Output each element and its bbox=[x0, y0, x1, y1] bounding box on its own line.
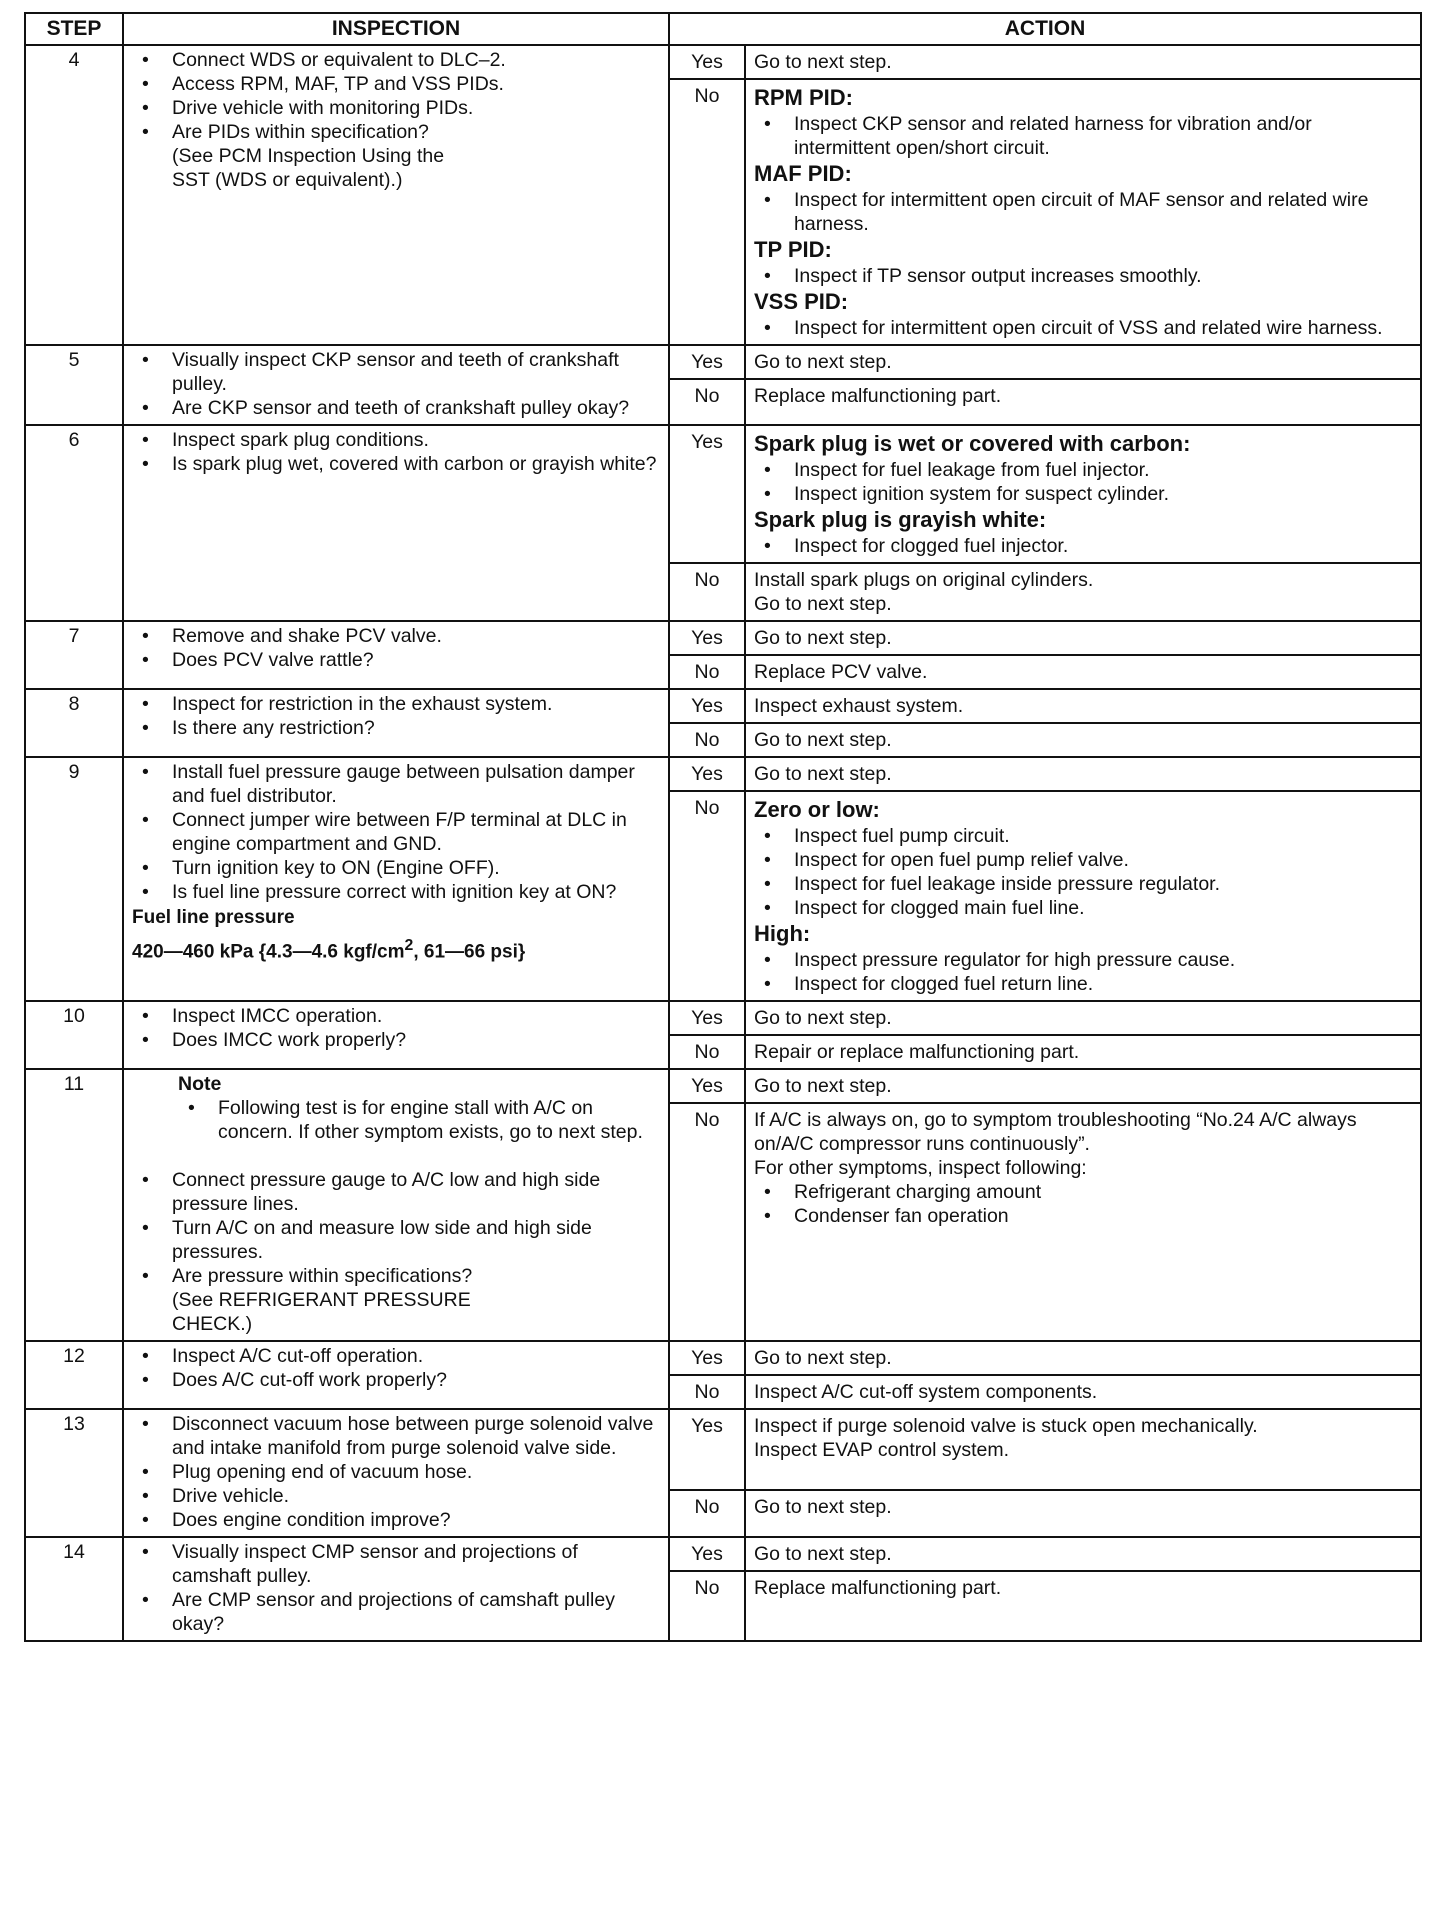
no-action bbox=[745, 791, 1421, 1001]
yes-action: Go to next step. bbox=[745, 1537, 1421, 1571]
no-action: Inspect A/C cut-off system components. bbox=[745, 1375, 1421, 1409]
yes-action: Go to next step. bbox=[745, 1001, 1421, 1035]
inspection-item: • Inspect A/C cut-off operation. bbox=[172, 1344, 660, 1368]
action-item: • Inspect CKP sensor and related harness for vibration and/or intermittent open/short circuit. bbox=[794, 112, 1412, 160]
spec-value bbox=[132, 932, 660, 966]
no-action: Replace malfunctioning part. bbox=[745, 379, 1421, 425]
inspection-item: • Connect pressure gauge to A/C low and high side pressure lines. bbox=[172, 1168, 660, 1216]
no-label: No bbox=[669, 723, 745, 757]
no-label: No bbox=[669, 79, 745, 345]
step-number: 10 bbox=[25, 1001, 123, 1069]
yes-label: Yes bbox=[669, 757, 745, 791]
inspection-item: • Are CKP sensor and teeth of crankshaft pulley okay? bbox=[172, 396, 660, 420]
inspection-item: • Drive vehicle. bbox=[172, 1484, 660, 1508]
no-action: Repair or replace malfunctioning part. bbox=[745, 1035, 1421, 1069]
inspection-item: • Does A/C cut-off work properly? bbox=[172, 1368, 660, 1392]
action-item: • Refrigerant charging amount bbox=[794, 1180, 1412, 1204]
step-number: 13 bbox=[25, 1409, 123, 1537]
inspection-item: • Connect WDS or equivalent to DLC–2. bbox=[172, 48, 660, 72]
inspection-item: • Turn ignition key to ON (Engine OFF). bbox=[172, 856, 660, 880]
action-line: Go to next step. bbox=[754, 593, 892, 615]
inspection-reference: (See REFRIGERANT PRESSURE bbox=[172, 1289, 471, 1311]
action-item: • Condenser fan operation bbox=[794, 1204, 1412, 1228]
header-inspection: INSPECTION bbox=[123, 13, 669, 45]
yes-label: Yes bbox=[669, 1341, 745, 1375]
no-action: Replace malfunctioning part. bbox=[745, 1571, 1421, 1641]
no-label: No bbox=[669, 1571, 745, 1641]
action-line: For other symptoms, inspect following: bbox=[754, 1157, 1087, 1179]
inspection-item: • Are PIDs within specification? bbox=[172, 120, 660, 144]
header-row bbox=[25, 13, 1421, 45]
inspection-item: • Does IMCC work properly? bbox=[172, 1028, 660, 1052]
inspection-item: • Remove and shake PCV valve. bbox=[172, 624, 660, 648]
inspection-item: • Visually inspect CKP sensor and teeth of crankshaft pulley. bbox=[172, 348, 660, 396]
no-label: No bbox=[669, 655, 745, 689]
yes-action: Go to next step. bbox=[745, 45, 1421, 79]
step-row bbox=[25, 45, 1421, 79]
inspection-cell bbox=[123, 425, 669, 621]
inspection-item: • Is there any restriction? bbox=[172, 716, 660, 740]
action-heading: RPM PID: bbox=[754, 85, 853, 110]
inspection-item: • Connect jumper wire between F/P terminal at DLC in engine compartment and GND. bbox=[172, 808, 660, 856]
action-line: Inspect EVAP control system. bbox=[754, 1439, 1010, 1461]
no-label: No bbox=[669, 1375, 745, 1409]
no-action bbox=[745, 79, 1421, 345]
inspection-item: • Are pressure within specifications? bbox=[172, 1264, 660, 1288]
step-number: 5 bbox=[25, 345, 123, 425]
action-line: If A/C is always on, go to symptom troubleshooting “No.24 A/C always on/A/C compressor runs continuously”. bbox=[754, 1109, 1357, 1155]
step-row bbox=[25, 425, 1421, 563]
no-action: Go to next step. bbox=[745, 1490, 1421, 1537]
step-row bbox=[25, 689, 1421, 723]
yes-label: Yes bbox=[669, 345, 745, 379]
yes-label: Yes bbox=[669, 1001, 745, 1035]
inspection-cell bbox=[123, 1341, 669, 1409]
inspection-cell bbox=[123, 1409, 669, 1537]
inspection-cell bbox=[123, 1001, 669, 1069]
inspection-item: • Install fuel pressure gauge between pulsation damper and fuel distributor. bbox=[172, 760, 660, 808]
action-line: Install spark plugs on original cylinders. bbox=[754, 569, 1094, 591]
inspection-item: • Inspect IMCC operation. bbox=[172, 1004, 660, 1028]
inspection-item: • Is spark plug wet, covered with carbon or grayish white? bbox=[172, 452, 660, 476]
action-heading: MAF PID: bbox=[754, 161, 852, 186]
no-action bbox=[745, 563, 1421, 621]
action-item: • Inspect fuel pump circuit. bbox=[794, 824, 1412, 848]
inspection-cell bbox=[123, 689, 669, 757]
step-row bbox=[25, 345, 1421, 379]
inspection-item: • Access RPM, MAF, TP and VSS PIDs. bbox=[172, 72, 660, 96]
header-action: ACTION bbox=[669, 13, 1421, 45]
no-label: No bbox=[669, 1035, 745, 1069]
step-row bbox=[25, 621, 1421, 655]
no-action bbox=[745, 1103, 1421, 1341]
action-line: Inspect if purge solenoid valve is stuck open mechanically. bbox=[754, 1415, 1258, 1437]
inspection-cell bbox=[123, 45, 669, 345]
inspection-item: • Are CMP sensor and projections of camshaft pulley okay? bbox=[172, 1588, 660, 1636]
step-row bbox=[25, 1001, 1421, 1035]
yes-action: Go to next step. bbox=[745, 757, 1421, 791]
no-action: Replace PCV valve. bbox=[745, 655, 1421, 689]
action-item: • Inspect for fuel leakage from fuel injector. bbox=[794, 458, 1412, 482]
no-action: Go to next step. bbox=[745, 723, 1421, 757]
inspection-cell bbox=[123, 345, 669, 425]
step-row bbox=[25, 1341, 1421, 1375]
troubleshooting-table bbox=[24, 12, 1422, 1642]
action-heading: Zero or low: bbox=[754, 797, 880, 822]
inspection-item: • Does PCV valve rattle? bbox=[172, 648, 660, 672]
inspection-reference: CHECK.) bbox=[172, 1313, 253, 1335]
inspection-item: • Plug opening end of vacuum hose. bbox=[172, 1460, 660, 1484]
header-step: STEP bbox=[25, 13, 123, 45]
spec-value-main: 420—460 kPa {4.3—4.6 kgf/cm bbox=[132, 941, 405, 963]
inspection-item: • Inspect spark plug conditions. bbox=[172, 428, 660, 452]
note-label: Note bbox=[178, 1073, 222, 1095]
action-heading: Spark plug is grayish white: bbox=[754, 507, 1047, 532]
spec-value-tail: , 61—66 psi} bbox=[413, 941, 526, 963]
action-item: • Inspect if TP sensor output increases smoothly. bbox=[794, 264, 1412, 288]
no-label: No bbox=[669, 563, 745, 621]
yes-label: Yes bbox=[669, 621, 745, 655]
step-row bbox=[25, 1537, 1421, 1571]
step-row bbox=[25, 757, 1421, 791]
spec-label: Fuel line pressure bbox=[132, 907, 295, 928]
action-item: • Inspect ignition system for suspect cylinder. bbox=[794, 482, 1412, 506]
step-number: 4 bbox=[25, 45, 123, 345]
action-item: • Inspect for open fuel pump relief valve. bbox=[794, 848, 1412, 872]
inspection-reference: SST (WDS or equivalent).) bbox=[172, 169, 403, 191]
action-heading: Spark plug is wet or covered with carbon: bbox=[754, 431, 1191, 456]
inspection-reference: (See PCM Inspection Using the bbox=[172, 145, 445, 167]
action-item: • Inspect for clogged fuel injector. bbox=[794, 534, 1412, 558]
inspection-cell bbox=[123, 757, 669, 1001]
step-row bbox=[25, 1069, 1421, 1103]
yes-action bbox=[745, 1409, 1421, 1490]
yes-label: Yes bbox=[669, 1537, 745, 1571]
yes-action bbox=[745, 425, 1421, 563]
inspection-item: • Disconnect vacuum hose between purge solenoid valve and intake manifold from purge solenoid valve side. bbox=[172, 1412, 660, 1460]
action-heading: TP PID: bbox=[754, 237, 832, 262]
step-number: 8 bbox=[25, 689, 123, 757]
step-number: 6 bbox=[25, 425, 123, 621]
action-heading: VSS PID: bbox=[754, 289, 849, 314]
no-label: No bbox=[669, 1103, 745, 1341]
step-number: 11 bbox=[25, 1069, 123, 1341]
troubleshooting-sheet bbox=[24, 12, 1420, 1642]
step-number: 7 bbox=[25, 621, 123, 689]
action-item: • Inspect for intermittent open circuit of VSS and related wire harness. bbox=[794, 316, 1412, 340]
yes-label: Yes bbox=[669, 689, 745, 723]
no-label: No bbox=[669, 791, 745, 1001]
inspection-cell bbox=[123, 1537, 669, 1641]
yes-action: Inspect exhaust system. bbox=[745, 689, 1421, 723]
inspection-cell bbox=[123, 621, 669, 689]
action-heading: High: bbox=[754, 921, 811, 946]
yes-action: Go to next step. bbox=[745, 1341, 1421, 1375]
action-item: • Inspect for fuel leakage inside pressure regulator. bbox=[794, 872, 1412, 896]
inspection-item: • Does engine condition improve? bbox=[172, 1508, 660, 1532]
inspection-item: • Visually inspect CMP sensor and projections of camshaft pulley. bbox=[172, 1540, 660, 1588]
no-label: No bbox=[669, 1490, 745, 1537]
yes-label: Yes bbox=[669, 1409, 745, 1490]
note-item: • Following test is for engine stall with A/C on concern. If other symptom exists, go to next step. bbox=[218, 1096, 660, 1144]
action-item: • Inspect for clogged main fuel line. bbox=[794, 896, 1412, 920]
yes-label: Yes bbox=[669, 45, 745, 79]
yes-action: Go to next step. bbox=[745, 345, 1421, 379]
yes-action: Go to next step. bbox=[745, 1069, 1421, 1103]
inspection-item: • Inspect for restriction in the exhaust system. bbox=[172, 692, 660, 716]
spec-superscript: 2 bbox=[404, 937, 414, 954]
no-label: No bbox=[669, 379, 745, 425]
action-item: • Inspect for clogged fuel return line. bbox=[794, 972, 1412, 996]
yes-label: Yes bbox=[669, 1069, 745, 1103]
action-item: • Inspect for intermittent open circuit of MAF sensor and related wire harness. bbox=[794, 188, 1412, 236]
action-item: • Inspect pressure regulator for high pressure cause. bbox=[794, 948, 1412, 972]
step-number: 14 bbox=[25, 1537, 123, 1641]
inspection-item: • Is fuel line pressure correct with ignition key at ON? bbox=[172, 880, 660, 904]
step-number: 9 bbox=[25, 757, 123, 1001]
step-number: 12 bbox=[25, 1341, 123, 1409]
inspection-cell bbox=[123, 1069, 669, 1341]
yes-action: Go to next step. bbox=[745, 621, 1421, 655]
step-row bbox=[25, 1409, 1421, 1490]
inspection-item: • Drive vehicle with monitoring PIDs. bbox=[172, 96, 660, 120]
yes-label: Yes bbox=[669, 425, 745, 563]
inspection-item: • Turn A/C on and measure low side and high side pressures. bbox=[172, 1216, 660, 1264]
